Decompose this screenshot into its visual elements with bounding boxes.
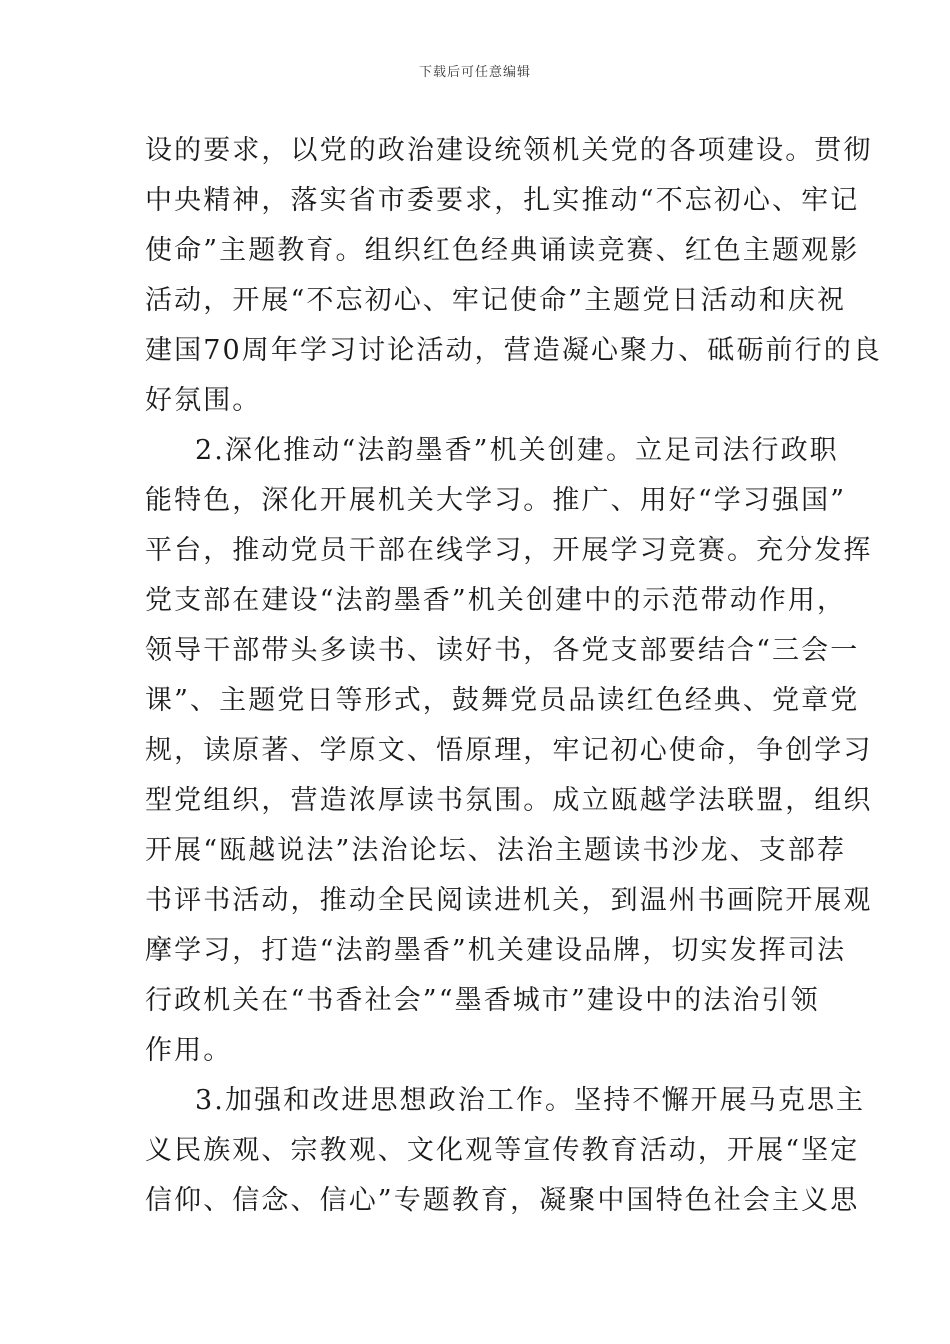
text-line: 活动，开展“不忘初心、牢记使命”主题党日活动和庆祝 — [145, 285, 847, 316]
text-line: 平台，推动党员干部在线学习，开展学习竞赛。充分发挥 — [145, 535, 873, 566]
text-line: 使命”主题教育。组织红色经典诵读竞赛、红色主题观影 — [145, 235, 860, 266]
text-line: 摩学习，打造“法韵墨香”机关建设品牌，切实发挥司法 — [145, 935, 847, 966]
text-line: 党支部在建设“法韵墨香”机关创建中的示范带动作用， — [145, 585, 847, 616]
text-line: 课”、主题党日等形式，鼓舞党员品读红色经典、党章党 — [145, 685, 860, 716]
text-line: 规，读原著、学原文、悟原理，牢记初心使命，争创学习 — [145, 735, 873, 766]
page-header: 下载后可任意编辑 — [418, 65, 531, 80]
text-line: 型党组织，营造浓厚读书氛围。成立瓯越学法联盟，组织 — [145, 785, 873, 816]
text-line: 设的要求，以党的政治建设统领机关党的各项建设。贯彻 — [145, 135, 873, 166]
text-line: 开展“瓯越说法”法治论坛、法治主题读书沙龙、支部荐 — [145, 835, 847, 866]
text-line: 建国70周年学习讨论活动，营造凝心聚力、砥砺前行的良 — [145, 335, 882, 366]
text-line: 能特色，深化开展机关大学习。推广、用好“学习强国” — [145, 485, 847, 516]
paragraph-start-line: 2.深化推动“法韵墨香”机关创建。立足司法行政职 — [195, 435, 839, 466]
text-line: 领导干部带头多读书、读好书，各党支部要结合“三会一 — [145, 635, 860, 666]
text-line: 中央精神，落实省市委要求，扎实推动“不忘初心、牢记 — [145, 185, 860, 216]
text-line: 行政机关在“书香社会”“墨香城市”建设中的法治引领 — [145, 985, 820, 1016]
text-line: 作用。 — [145, 1035, 233, 1066]
text-line: 好氛围。 — [145, 385, 262, 416]
text-line: 信仰、信念、信心”专题教育，凝聚中国特色社会主义思 — [145, 1185, 860, 1216]
text-line: 书评书活动，推动全民阅读进机关，到温州书画院开展观 — [145, 885, 873, 916]
text-line: 义民族观、宗教观、文化观等宣传教育活动，开展“坚定 — [145, 1135, 860, 1166]
paragraph-start-line: 3.加强和改进思想政治工作。坚持不懈开展马克思主 — [195, 1085, 866, 1116]
document-body — [145, 126, 882, 1226]
